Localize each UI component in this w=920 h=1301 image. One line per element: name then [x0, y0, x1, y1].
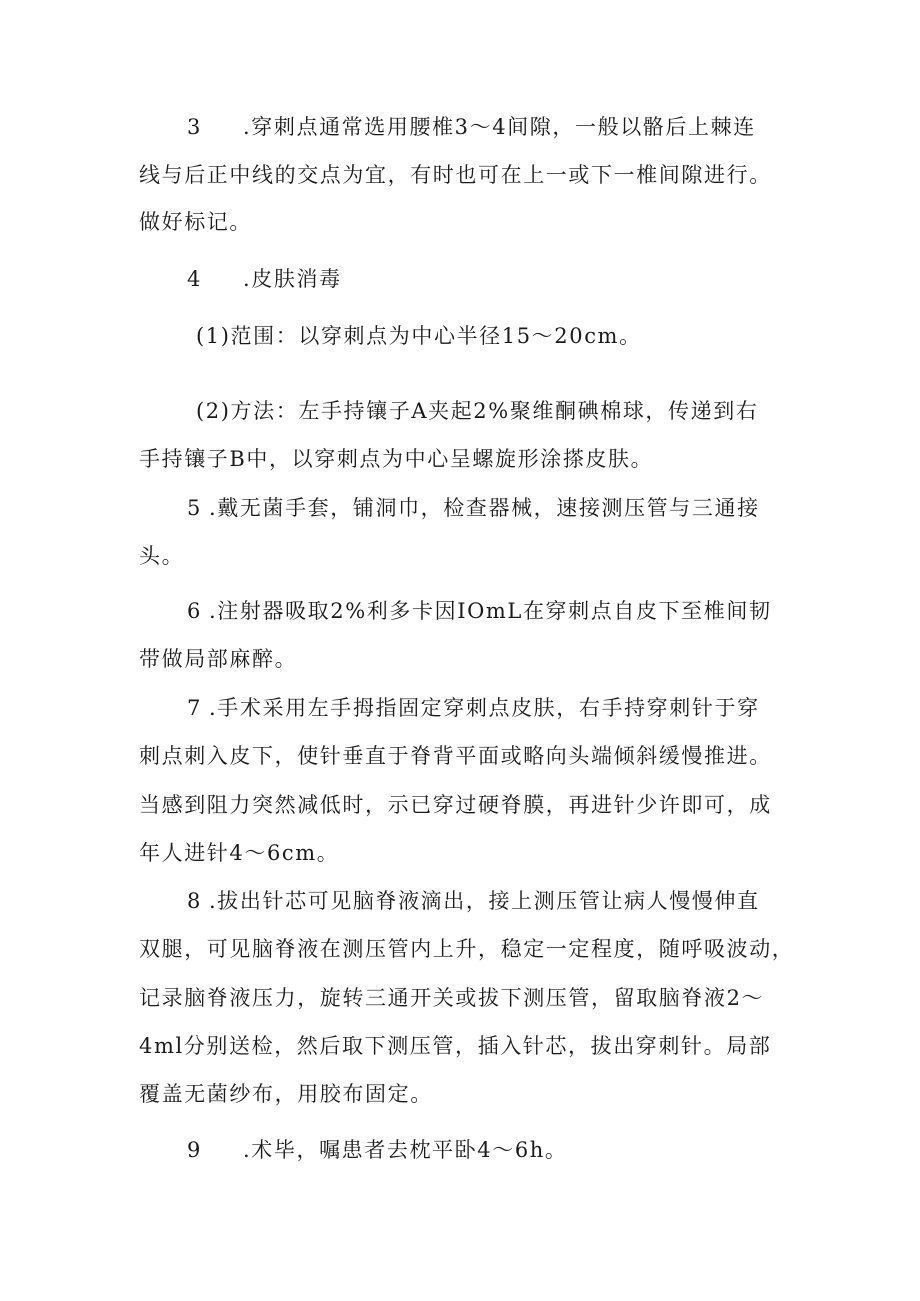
item-number: 7 [187, 696, 202, 720]
item-4-line-1 [187, 264, 342, 294]
item-7-line-2: 刺点刺入皮下，使针垂直于脊背平面或略向头端倾斜缓慢推进。 [139, 744, 772, 768]
item-6-line-1 [187, 596, 772, 626]
item-number: 6 [187, 599, 202, 623]
item-3-line-1 [187, 112, 756, 142]
item-3-line-2: 线与后正中线的交点为宜，有时也可在上一或下一椎间隙进行。 [139, 163, 772, 187]
item-number: 4 [187, 267, 202, 291]
item-6-line-2: 带做局部麻醉。 [139, 647, 298, 671]
item-7-line-3: 当感到阻力突然减低时，示已穿过硬脊膜，再进针少许即可，成 [139, 793, 772, 817]
item-number: 8 [187, 889, 202, 913]
subitem-2-line-2: 手持镶子B中，以穿刺点为中心呈螺旋形涂搽皮肤。 [139, 447, 654, 471]
subitem-2-line-1: (2)方法：左手持镶子A夹起2%聚维酮碘棉球，传递到右 [196, 399, 759, 423]
item-8-line-2: 双腿，可见脑脊液在测压管内上升，稳定一定程度，随呼吸波动， [139, 937, 795, 961]
item-text: .拔出针芯可见脑脊液滴出，接上测压管让病人慢慢伸直 [209, 889, 760, 913]
item-text: .手术采用左手拇指固定穿刺点皮肤，右手持穿刺针于穿 [209, 696, 760, 720]
item-number: 3 [187, 115, 202, 139]
item-9-line-1 [187, 1135, 568, 1165]
item-8-line-1 [187, 886, 760, 916]
subitem-1-line-1: (1)范围：以穿刺点为中心半径15～20cm。 [196, 324, 642, 348]
item-8-line-4: 4ml分别送检，然后取下测压管，插入针芯，拔出穿刺针。局部 [139, 1034, 772, 1058]
item-8-line-5: 覆盖无菌纱布，用胶布固定。 [139, 1082, 433, 1106]
item-text: .穿刺点通常选用腰椎3～4间隙，一般以骼后上棘连 [243, 115, 756, 139]
item-text: .注射器吸取2%利多卡因IOmL在穿刺点自皮下至椎间韧 [209, 599, 772, 623]
item-7-line-4: 年人进针4～6cm。 [139, 841, 340, 865]
item-number: 9 [187, 1138, 202, 1162]
item-text: .术毕，嘱患者去枕平卧4～6h。 [243, 1138, 568, 1162]
item-text: .皮肤消毒 [243, 267, 342, 291]
item-5-line-2: 头。 [139, 544, 185, 568]
item-8-line-3: 记录脑脊液压力，旋转三通开关或拔下测压管，留取脑脊液2～ [139, 986, 765, 1010]
item-text: .戴无菌手套，铺洞巾，检查器械，速接测压管与三通接 [209, 496, 760, 520]
item-number: 5 [187, 496, 202, 520]
item-5-line-1 [187, 493, 760, 523]
item-3-line-3: 做好标记。 [139, 210, 252, 234]
item-7-line-1 [187, 693, 760, 723]
